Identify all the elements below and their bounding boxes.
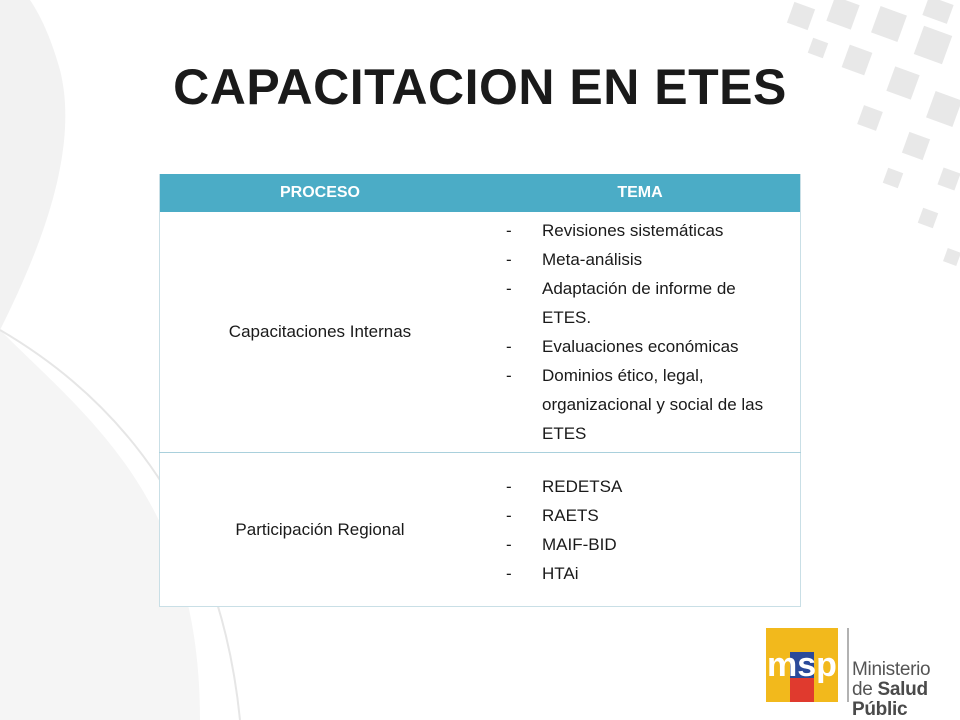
list-item: - Evaluaciones económicas <box>506 337 739 356</box>
table-row <box>160 453 801 607</box>
list-item: - REDETSA <box>506 476 623 496</box>
table-row <box>160 212 801 453</box>
proceso-cell: Capacitaciones Internas <box>160 212 481 453</box>
list-item: - Dominios ético, legal, organizacional y social de las ETES <box>506 366 764 443</box>
proceso-cell: Participación Regional <box>235 519 405 539</box>
tema-cell <box>480 453 801 607</box>
logo-text <box>852 660 960 720</box>
list-item: - Revisiones sistemáticas <box>506 221 724 240</box>
topic-text: MAIF-BID <box>542 534 617 554</box>
page-title: CAPACITACION EN ETES <box>173 59 787 115</box>
table-header-row <box>160 174 801 212</box>
topic-text: Meta-análisis <box>542 250 643 269</box>
topic-text: REDETSA <box>542 476 623 496</box>
logo-line2 <box>852 680 960 720</box>
topic-text: HTAi <box>542 563 579 583</box>
header-proceso: PROCESO <box>160 174 481 212</box>
logo-line1: Ministerio <box>852 659 931 680</box>
topic-text: Dominios ético, legal, organizacional y social de las ETES <box>542 366 764 443</box>
topic-text: Revisiones sistemáticas <box>542 221 724 240</box>
list-item: - Adaptación de informe de ETES. <box>506 279 736 327</box>
topic-text: Adaptación de informe de ETES. <box>542 279 736 327</box>
list-item: - HTAi <box>506 563 579 583</box>
logo-line2-bold: Salud Públic <box>852 679 928 720</box>
topic-list <box>480 472 800 588</box>
capacitacion-table <box>159 174 801 607</box>
topic-list <box>480 216 800 448</box>
list-item: - RAETS <box>506 505 599 525</box>
logo-line2-prefix: de <box>852 679 878 700</box>
header-tema: TEMA <box>480 174 801 212</box>
list-item: - MAIF-BID <box>506 534 617 554</box>
topic-text: Evaluaciones económicas <box>542 337 739 356</box>
tema-cell <box>480 212 801 453</box>
list-item: - Meta-análisis <box>506 250 643 269</box>
logo-mark: msp <box>767 646 837 684</box>
topic-text: RAETS <box>542 505 599 525</box>
